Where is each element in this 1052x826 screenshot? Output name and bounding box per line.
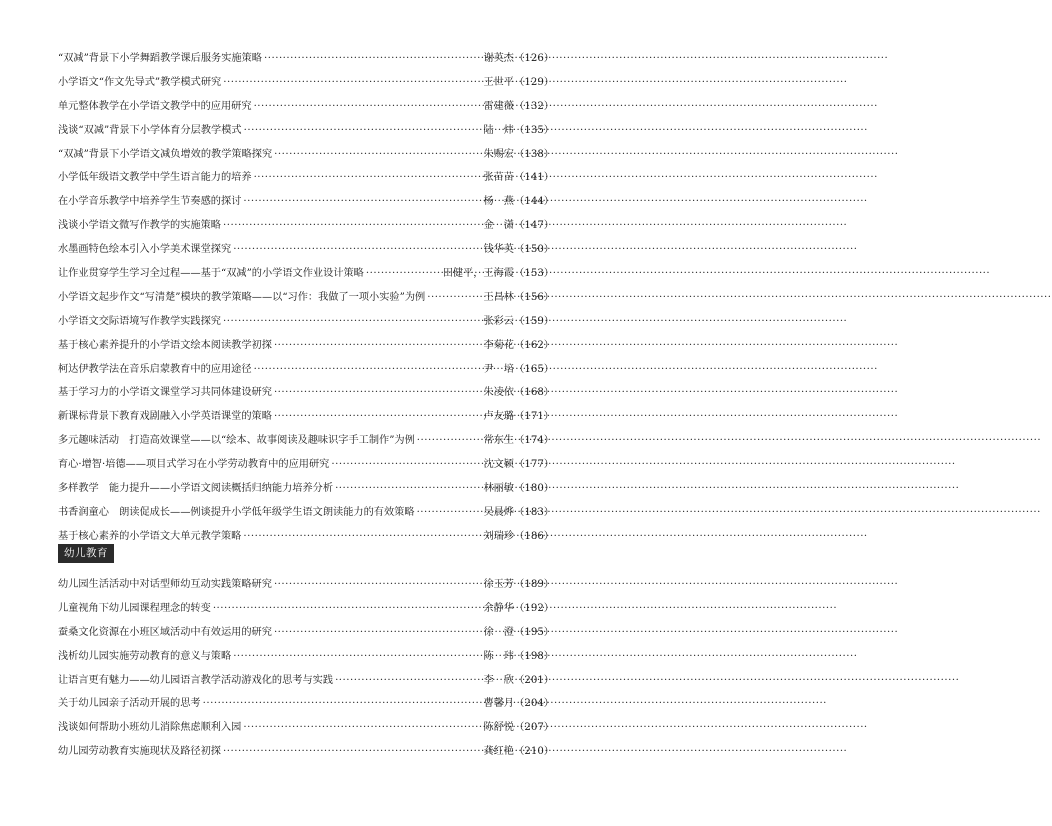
toc-entry-page-number: （141） — [514, 172, 554, 184]
toc-entry-page-number: （150） — [514, 244, 554, 256]
toc-entry-page-number: （138） — [514, 148, 554, 160]
toc-entry-page-number: （144） — [514, 196, 554, 208]
dot-leader — [254, 358, 480, 382]
toc-entry-author: 李 欣 — [483, 674, 514, 686]
toc-entry-author: 龚红艳 — [483, 746, 514, 758]
toc-entry[interactable] — [58, 334, 554, 358]
toc-entry-page-number: （207） — [514, 722, 554, 734]
toc-entry[interactable] — [58, 119, 554, 143]
toc-entry[interactable] — [58, 214, 554, 238]
toc-entry-title: 小学语文交际语境写作教学实践探究 — [58, 315, 221, 327]
dot-leader — [264, 47, 479, 71]
toc-entry-title: 让作业贯穿学生学习全过程——基于“双减”的小学语文作业设计策略 — [58, 268, 364, 280]
toc-entry[interactable] — [58, 692, 554, 716]
dot-leader — [254, 95, 480, 119]
toc-entry-author: 徐玉芳 — [483, 579, 514, 590]
toc-entry-page-number: （153） — [514, 268, 554, 280]
toc-entry-title: 基于学习力的小学语文课堂学习共同体建设研究 — [58, 387, 272, 399]
dot-leader — [274, 334, 480, 358]
toc-entry[interactable] — [58, 573, 554, 597]
toc-entry[interactable] — [58, 501, 554, 525]
toc-entry[interactable] — [58, 71, 554, 95]
toc-entry-author: 王世平 — [483, 76, 514, 88]
dot-leader — [233, 238, 479, 262]
dot-leader — [331, 453, 479, 477]
toc-entry-author: 尹 培 — [483, 363, 514, 375]
toc-entry[interactable] — [58, 310, 554, 334]
toc-entry-author: 田健平，王海霞 — [442, 268, 514, 280]
toc-entry-page-number: （186） — [514, 530, 554, 542]
toc-entry-page-number: （168） — [514, 387, 554, 399]
dot-leader — [335, 477, 479, 501]
dot-leader — [223, 214, 479, 238]
toc-entry-author: 余静华 — [483, 602, 514, 614]
toc-entry[interactable] — [58, 143, 554, 167]
toc-entry-title: “双减”背景下小学语文减负增效的教学策略探究 — [58, 148, 273, 160]
dot-leader — [366, 262, 439, 286]
toc-entry-author: 张彩云 — [483, 315, 514, 327]
toc-entry-author: 卢友璐 — [483, 411, 514, 423]
toc-entry[interactable] — [58, 740, 554, 764]
toc-entry-title: “双减”背景下小学舞蹈教学课后服务实施策略 — [58, 53, 262, 64]
toc-entry-page-number: （165） — [514, 363, 554, 375]
dot-leader — [274, 621, 480, 645]
toc-entry-title: 小学低年级语文教学中学生语言能力的培养 — [58, 172, 252, 184]
dot-leader — [223, 71, 479, 95]
toc-entry-page-number: （201） — [514, 674, 554, 686]
dot-leader — [223, 310, 479, 334]
toc-entry-page-number: （129） — [514, 76, 554, 88]
dot-leader — [243, 716, 479, 740]
toc-entry[interactable] — [58, 381, 554, 405]
toc-entry-title: 幼儿园劳动教育实施现状及路径初探 — [58, 746, 221, 758]
toc-entry-page-number: （171） — [514, 411, 554, 423]
toc-entry-author: 朱赐宏 — [483, 148, 514, 160]
toc-list-primary — [58, 47, 554, 549]
toc-entry[interactable] — [58, 238, 554, 262]
toc-entry[interactable] — [58, 405, 554, 429]
toc-entry-page-number: （180） — [514, 483, 554, 495]
toc-entry[interactable] — [58, 477, 554, 501]
toc-entry-title: 让语言更有魅力——幼儿园语言教学活动游戏化的思考与实践 — [58, 674, 334, 686]
toc-entry-title: 儿童视角下幼儿园课程理念的转变 — [58, 602, 211, 614]
toc-entry-author: 吴晨烨 — [483, 506, 514, 518]
toc-entry-title: 水墨画特色绘本引入小学美术课堂探究 — [58, 244, 232, 256]
toc-entry-author: 李菊花 — [483, 339, 514, 351]
toc-entry-title: 书香润童心 朗读促成长——例谈提升小学低年级学生语文朗读能力的有效策略 — [58, 506, 415, 518]
toc-entry-title: 小学语文起步作文“写清楚”模块的教学策略——以“习作：我做了一项小实验”为例 — [58, 291, 426, 303]
dot-leader — [213, 597, 480, 621]
toc-entry-title: 柯达伊教学法在音乐启蒙教育中的应用途径 — [58, 363, 252, 375]
toc-entry-page-number: （192） — [514, 602, 554, 614]
toc-entry-title: 浅析幼儿园实施劳动教育的意义与策略 — [58, 650, 232, 662]
toc-entry-author: 林丽敏 — [483, 483, 514, 495]
toc-entry-page-number: （210） — [514, 746, 554, 758]
toc-entry-page-number: （195） — [514, 626, 554, 638]
toc-entry-author: 徐 澄 — [483, 626, 514, 638]
toc-entry-title: 浅谈“双减”背景下小学体育分层教学模式 — [58, 124, 242, 136]
dot-leader — [335, 669, 479, 693]
toc-entry-page-number: （177） — [514, 459, 554, 471]
toc-entry[interactable] — [58, 166, 554, 190]
toc-entry-title: 育心·增智·培德——项目式学习在小学劳动教育中的应用研究 — [58, 459, 330, 471]
toc-entry-page-number: （198） — [514, 650, 554, 662]
toc-entry-title: 单元整体教学在小学语文教学中的应用研究 — [58, 100, 252, 112]
toc-entry-author: 陈 玮 — [483, 650, 514, 662]
toc-entry-author: 谢英杰 — [483, 53, 514, 64]
toc-entry-page-number: （174） — [514, 435, 554, 447]
toc-entry-title: 多元趣味活动 打造高效课堂——以“绘本、故事阅读及趣味识字手工制作”为例 — [58, 435, 415, 447]
dot-leader — [417, 501, 480, 525]
toc-entry[interactable] — [58, 597, 554, 621]
toc-entry-page-number: （189） — [514, 579, 554, 590]
toc-entry[interactable] — [58, 621, 554, 645]
toc-entry[interactable] — [58, 47, 554, 71]
toc-entry-page-number: （135） — [514, 124, 554, 136]
toc-entry-page-number: （183） — [514, 506, 554, 518]
toc-entry-author: 杨 燕 — [483, 196, 514, 208]
dot-leader — [243, 190, 479, 214]
dot-leader — [233, 645, 479, 669]
toc-entry-author: 朱凌依 — [483, 387, 514, 399]
toc-entry-page-number: （159） — [514, 315, 554, 327]
dot-leader — [254, 166, 480, 190]
toc-entry-page-number: （204） — [514, 698, 554, 710]
toc-entry[interactable] — [58, 429, 554, 453]
toc-entry-title: 幼儿园生活活动中对话型师幼互动实践策略研究 — [58, 579, 272, 590]
toc-entry-title: 多样教学 能力提升——小学语文阅读概括归纳能力培养分析 — [58, 483, 334, 495]
dot-leader — [427, 286, 479, 310]
toc-list-preschool — [58, 573, 554, 764]
toc-entry-title: 小学语文“作文先导式”教学模式研究 — [58, 76, 222, 88]
toc-entry[interactable] — [58, 286, 554, 310]
toc-entry[interactable] — [58, 190, 554, 214]
toc-entry-title: 蚕桑文化资源在小班区域活动中有效运用的研究 — [58, 626, 272, 638]
toc-entry[interactable] — [58, 645, 554, 669]
toc-entry-title: 在小学音乐教学中培养学生节奏感的探讨 — [58, 196, 242, 208]
toc-entry-author: 张苗苗 — [483, 172, 514, 184]
toc-entry[interactable] — [58, 525, 554, 549]
toc-entry-title: 关于幼儿园亲子活动开展的思考 — [58, 698, 201, 710]
toc-entry[interactable] — [58, 262, 554, 286]
toc-entry[interactable] — [58, 669, 554, 693]
toc-entry-author: 陈舒悦 — [483, 722, 514, 734]
toc-entry-page-number: （126） — [514, 53, 554, 64]
toc-entry-author: 陆 炜 — [483, 124, 514, 136]
toc-entry-author: 钱华英 — [483, 244, 514, 256]
toc-entry-title: 基于核心素养提升的小学语文绘本阅读教学初探 — [58, 339, 272, 351]
toc-entry-page-number: （132） — [514, 100, 554, 112]
toc-entry-page-number: （156） — [514, 291, 554, 303]
toc-entry-title: 浅谈小学语文微写作教学的实施策略 — [58, 220, 221, 232]
toc-entry-author: 沈文颖 — [483, 459, 514, 471]
toc-entry-author: 常东生 — [483, 435, 514, 447]
toc-entry-author: 曹馨月 — [483, 698, 514, 710]
dot-leader — [203, 692, 480, 716]
dot-leader — [244, 119, 480, 143]
toc-entry-title: 新课标背景下教育戏剧融入小学英语课堂的策略 — [58, 411, 272, 423]
dot-leader — [274, 573, 480, 597]
dot-leader — [223, 740, 479, 764]
toc-entry-page-number: （147） — [514, 220, 554, 232]
dot-leader — [417, 429, 480, 453]
toc-entry-page-number: （162） — [514, 339, 554, 351]
toc-entry[interactable] — [58, 95, 554, 119]
dot-leader — [274, 143, 479, 167]
toc-entry-author: 雷建薇 — [483, 100, 514, 112]
dot-leader — [274, 381, 480, 405]
section-heading-badge: 幼儿教育 — [58, 544, 114, 563]
toc-entry-title: 基于核心素养的小学语文大单元教学策略 — [58, 530, 242, 542]
toc-entry-author: 金 潇 — [483, 220, 514, 232]
toc-entry-title: 浅谈如何帮助小班幼儿消除焦虑顺利入园 — [58, 722, 242, 734]
toc-entry[interactable] — [58, 358, 554, 382]
dot-leader — [243, 525, 479, 549]
toc-entry-author: 刘瑞珍 — [483, 530, 514, 542]
dot-leader — [274, 405, 480, 429]
toc-entry[interactable] — [58, 716, 554, 740]
toc-entry[interactable] — [58, 453, 554, 477]
toc-entry-author: 王昌林 — [483, 291, 514, 303]
